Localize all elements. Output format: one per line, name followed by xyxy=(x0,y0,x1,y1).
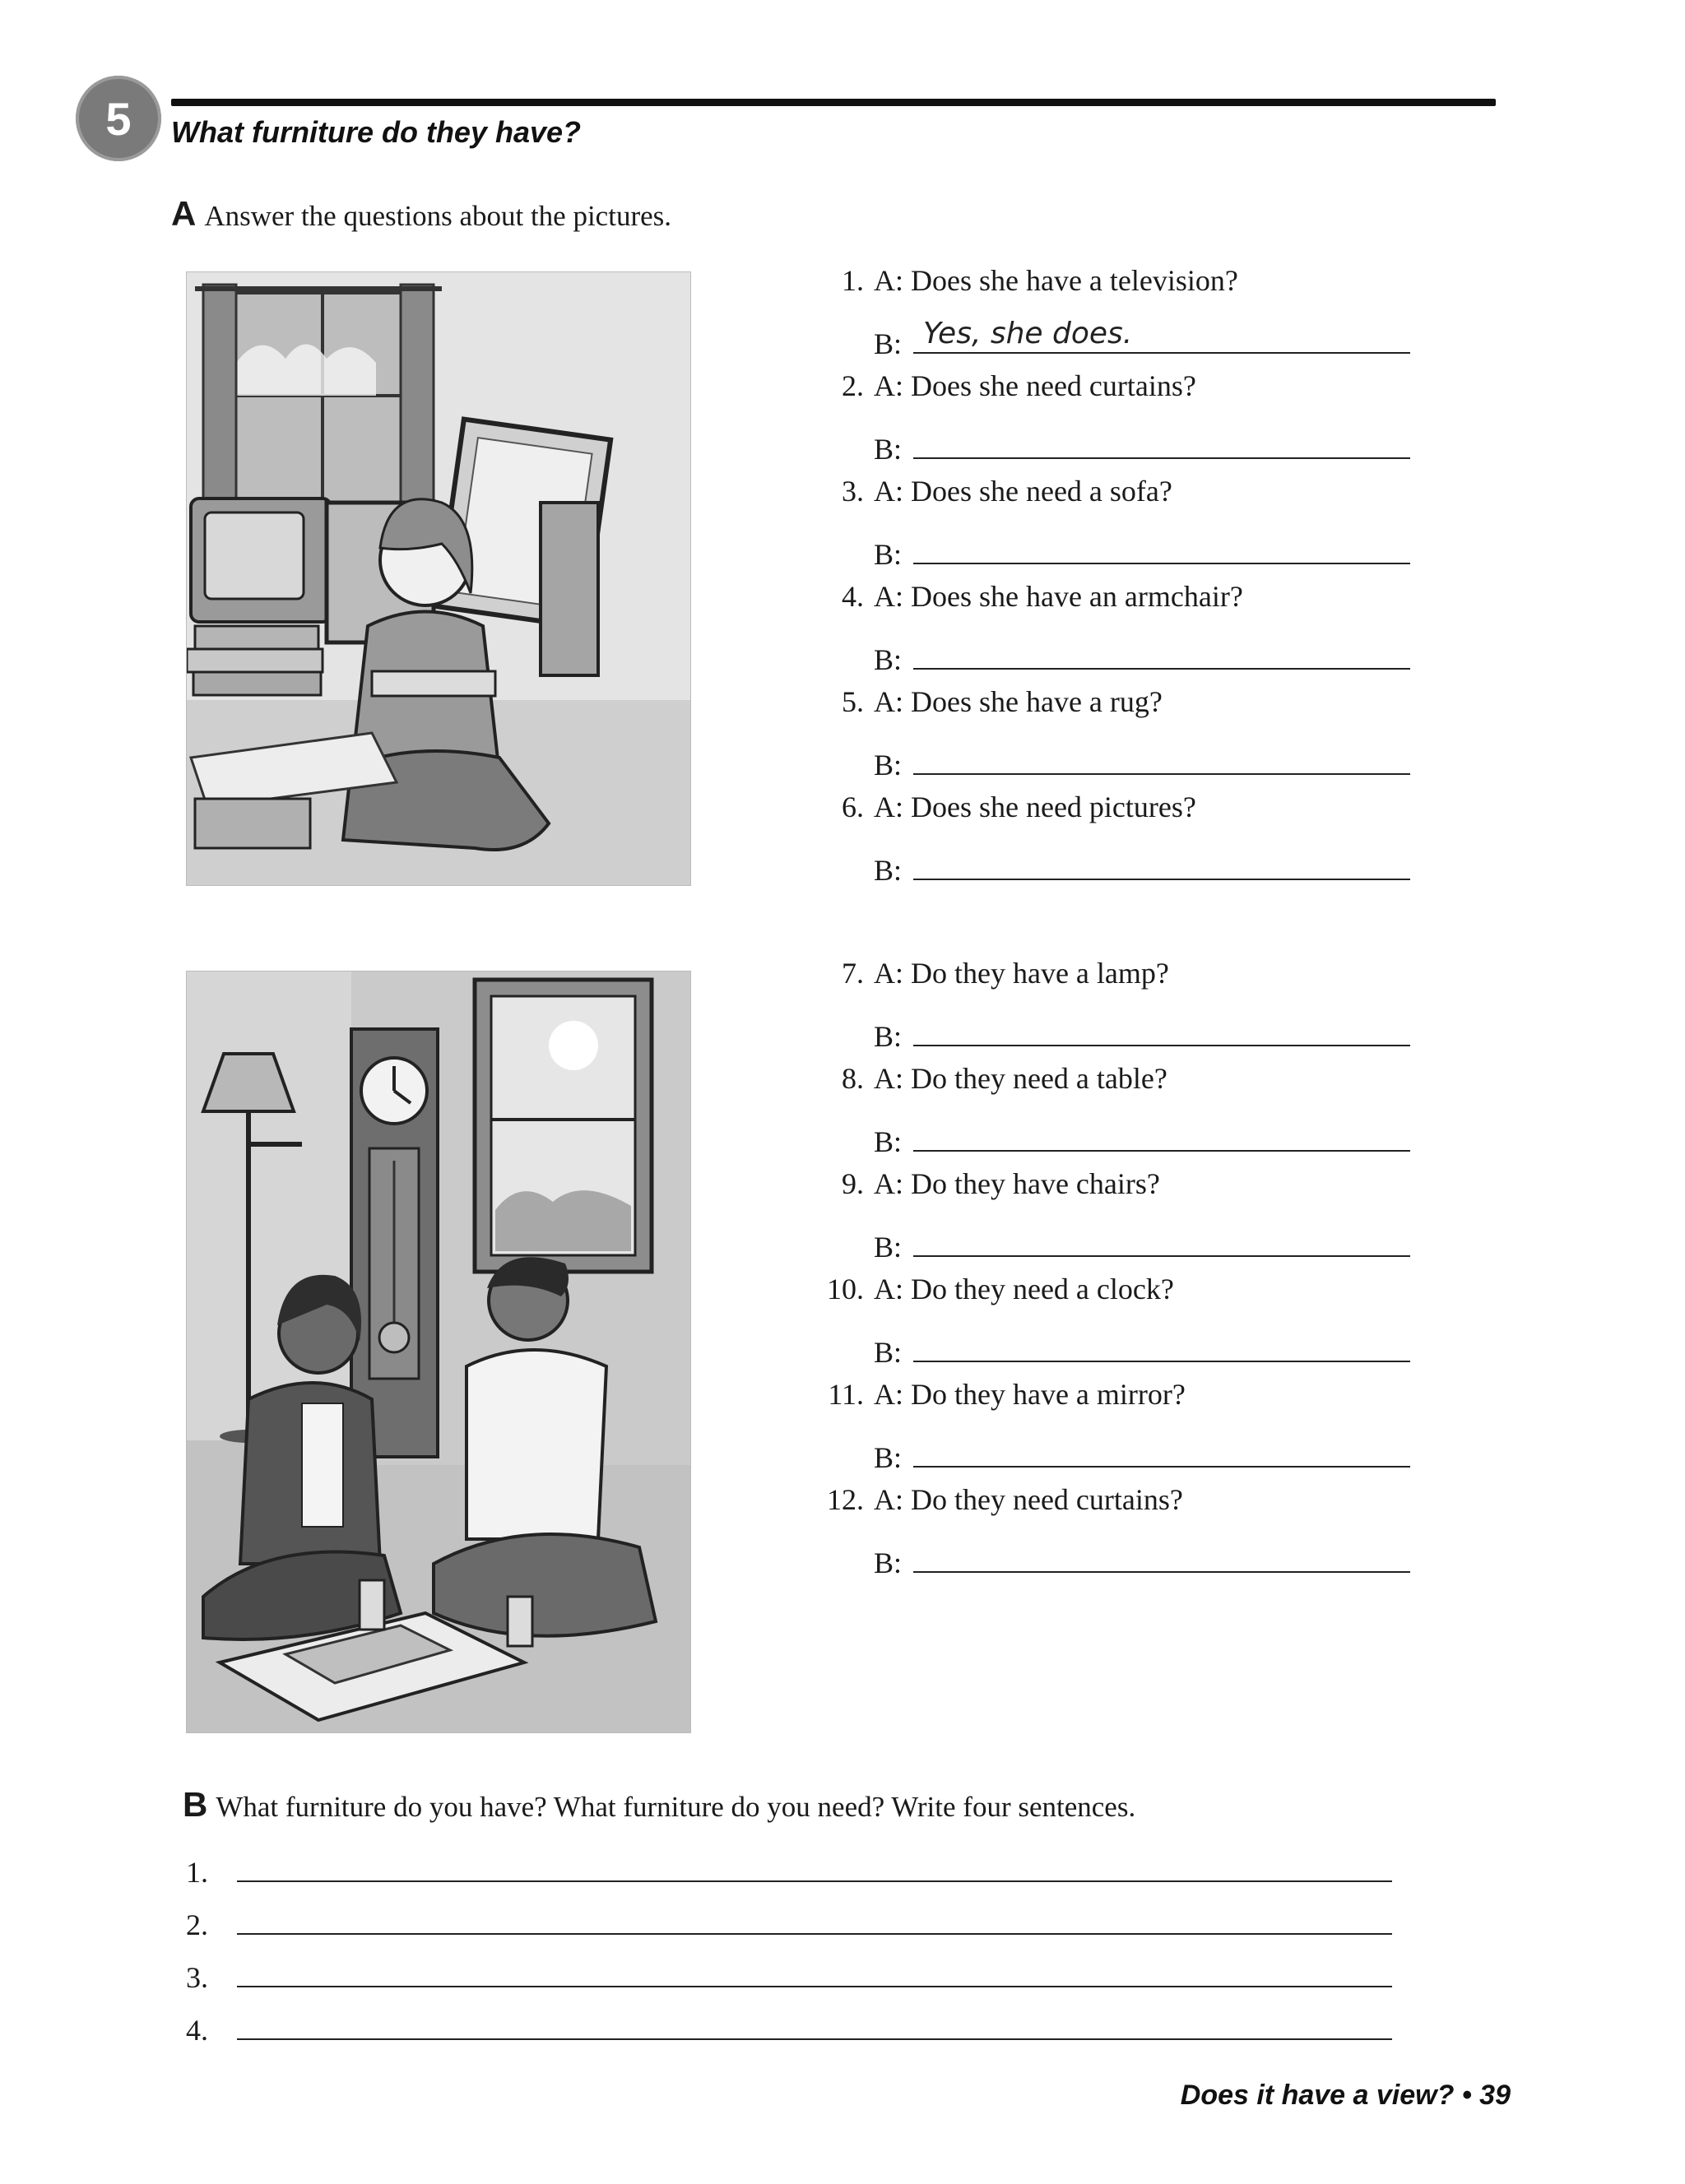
answer-prefix: B: xyxy=(874,1546,903,1579)
answer-field[interactable] xyxy=(913,842,1410,880)
answer-row-7 xyxy=(874,1009,1410,1061)
question-text: A: Does she have a rug? xyxy=(874,685,1163,718)
answer-prefix: B: xyxy=(874,1231,903,1264)
question-text: A: Do they have a lamp? xyxy=(874,957,1169,990)
question-text: A: Does she have an armchair? xyxy=(874,580,1243,613)
answer-row-10 xyxy=(874,1324,1410,1377)
answer-prefix: B: xyxy=(874,1020,903,1053)
question-text: A: Do they need a table? xyxy=(874,1062,1167,1095)
illustration-couple-room xyxy=(186,971,691,1733)
answer-row-1 xyxy=(874,316,1410,369)
question-text: A: Does she need a sofa? xyxy=(874,475,1172,508)
question-text: A: Do they have chairs? xyxy=(874,1167,1160,1200)
answer-row-4 xyxy=(874,632,1410,684)
question-12 xyxy=(818,1482,1410,1535)
question-number: 2. xyxy=(842,369,864,402)
answer-prefix: B: xyxy=(874,749,903,781)
question-number: 1. xyxy=(842,264,864,297)
writing-field[interactable] xyxy=(237,1851,1392,1882)
answer-field[interactable] xyxy=(913,526,1410,564)
answer-row-3 xyxy=(874,526,1410,579)
part-b-letter: B xyxy=(183,1785,208,1824)
question-text: A: Does she need curtains? xyxy=(874,369,1196,402)
answer-row-8 xyxy=(874,1114,1410,1166)
illustration-woman-room xyxy=(186,271,691,886)
answer-field[interactable] xyxy=(913,1535,1410,1573)
answer-field[interactable] xyxy=(913,737,1410,775)
answer-prefix: B: xyxy=(874,1336,903,1369)
question-number: 8. xyxy=(842,1062,864,1095)
answer-text: Yes, she does. xyxy=(923,317,1133,350)
answer-field[interactable] xyxy=(913,1114,1410,1152)
writing-line-4 xyxy=(186,2009,1392,2061)
answer-row-2 xyxy=(874,421,1410,474)
writing-field[interactable] xyxy=(237,1956,1392,1987)
question-text: A: Does she have a television? xyxy=(874,264,1238,297)
answer-prefix: B: xyxy=(874,327,903,360)
writing-line-2 xyxy=(186,1903,1392,1956)
answer-prefix: B: xyxy=(874,1441,903,1474)
question-10 xyxy=(818,1272,1410,1324)
question-number: 5. xyxy=(842,685,864,718)
question-1 xyxy=(818,263,1410,316)
question-7 xyxy=(818,956,1410,1009)
answer-prefix: B: xyxy=(874,433,903,466)
answer-prefix: B: xyxy=(874,538,903,571)
question-8 xyxy=(818,1061,1410,1114)
header-rule xyxy=(171,99,1496,106)
writing-field[interactable] xyxy=(237,2009,1392,2040)
exercise-title: What furniture do they have? xyxy=(171,115,582,149)
part-b-instruction xyxy=(183,1785,1135,1825)
answer-field[interactable] xyxy=(913,1219,1410,1257)
answer-row-12 xyxy=(874,1535,1410,1588)
question-6 xyxy=(818,790,1410,842)
answer-prefix: B: xyxy=(874,643,903,676)
answer-field[interactable] xyxy=(913,1009,1410,1046)
question-text: A: Do they have a mirror? xyxy=(874,1378,1186,1411)
question-11 xyxy=(818,1377,1410,1430)
question-3 xyxy=(818,474,1410,526)
line-number: 3. xyxy=(186,1961,208,1994)
question-number: 3. xyxy=(842,475,864,508)
question-text: A: Do they need a clock? xyxy=(874,1273,1174,1305)
line-number: 4. xyxy=(186,2014,208,2047)
question-text: A: Does she need pictures? xyxy=(874,791,1196,823)
part-b-instruction-text: What furniture do you have? What furniture do you need? Write four sentences. xyxy=(216,1791,1136,1823)
answer-field[interactable] xyxy=(913,316,1410,354)
line-number: 1. xyxy=(186,1856,208,1889)
illustration-woman-room-drawing xyxy=(187,272,690,885)
answer-row-11 xyxy=(874,1430,1410,1482)
question-group-1 xyxy=(818,263,1410,895)
question-group-2 xyxy=(818,956,1410,1588)
page-footer: Does it have a view? • 39 xyxy=(1180,2080,1511,2111)
question-4 xyxy=(818,579,1410,632)
question-text: A: Do they need curtains? xyxy=(874,1483,1183,1516)
part-a-instruction xyxy=(171,194,671,234)
part-b-writing-lines xyxy=(186,1851,1392,2061)
part-a-letter: A xyxy=(171,194,197,233)
exercise-number-badge: 5 xyxy=(76,76,161,161)
answer-field[interactable] xyxy=(913,1324,1410,1362)
question-number: 9. xyxy=(842,1167,864,1200)
part-a-instruction-text: Answer the questions about the pictures. xyxy=(204,200,671,232)
question-number: 7. xyxy=(842,957,864,990)
answer-row-6 xyxy=(874,842,1410,895)
question-9 xyxy=(818,1166,1410,1219)
answer-row-5 xyxy=(874,737,1410,790)
writing-field[interactable] xyxy=(237,1903,1392,1935)
question-2 xyxy=(818,369,1410,421)
question-number: 10. xyxy=(827,1273,864,1305)
question-number: 12. xyxy=(827,1483,864,1516)
answer-field[interactable] xyxy=(913,1430,1410,1468)
question-number: 6. xyxy=(842,791,864,823)
question-number: 4. xyxy=(842,580,864,613)
line-number: 2. xyxy=(186,1908,208,1941)
answer-row-9 xyxy=(874,1219,1410,1272)
answer-prefix: B: xyxy=(874,1125,903,1158)
answer-field[interactable] xyxy=(913,632,1410,670)
illustration-couple-room-drawing xyxy=(187,971,690,1732)
answer-field[interactable] xyxy=(913,421,1410,459)
question-number: 11. xyxy=(828,1378,864,1411)
answer-prefix: B: xyxy=(874,854,903,887)
question-5 xyxy=(818,684,1410,737)
writing-line-3 xyxy=(186,1956,1392,2009)
writing-line-1 xyxy=(186,1851,1392,1903)
